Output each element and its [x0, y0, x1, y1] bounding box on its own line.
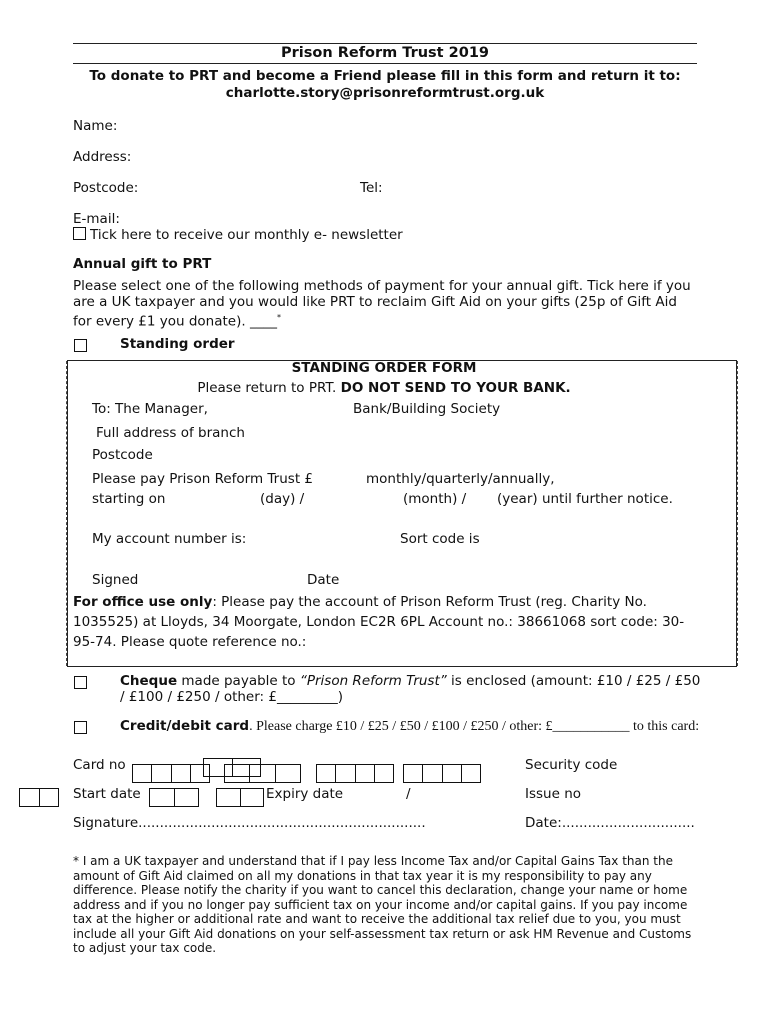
card-checkbox[interactable]	[74, 721, 87, 734]
so-frequency: monthly/quarterly/annually,	[366, 471, 555, 487]
newsletter-label: Tick here to receive our monthly e- newsletter	[90, 227, 403, 243]
form-right-edge	[737, 361, 738, 666]
gift-aid-asterisk: *	[276, 313, 281, 322]
card-text	[120, 718, 705, 735]
annual-gift-instructions: Please select one of the following methods of payment for your annual gift. Tick here if you are a UK taxpayer and you would like PRT to reclaim Gift Aid on your gifts (25p of Gift Aid for every £1 you donate). ____	[73, 278, 691, 330]
start-date-label: Start date	[73, 786, 141, 802]
newsletter-option[interactable]	[73, 227, 403, 243]
so-do-not-send: DO NOT SEND TO YOUR BANK.	[340, 380, 571, 396]
so-please-pay: Please pay Prison Reform Trust £	[92, 471, 313, 487]
so-signed: Signed	[92, 572, 139, 588]
card-no-group-3[interactable]	[316, 764, 394, 783]
standing-order-checkbox[interactable]	[74, 339, 87, 352]
expiry-date-boxes[interactable]	[216, 788, 264, 807]
form-title: Prison Reform Trust 2019	[280, 45, 490, 61]
so-sort-code: Sort code is	[400, 531, 480, 547]
office-use-text: : Please pay the account of Prison Reform Trust (reg. Charity No. 1035525) at Lloyds, 34 Moorgate, London EC2R 6PL Account no.: 38661068 sort code: 30-95-74. Please quote reference no.:	[73, 594, 685, 650]
so-to-manager: To: The Manager,	[92, 401, 208, 417]
office-use-heading: For office use only	[73, 594, 213, 610]
tel-label: Tel:	[360, 180, 383, 196]
card-label: Credit/debit card	[120, 718, 250, 734]
cheque-payee: “Prison Reform Trust”	[299, 673, 447, 689]
cheque-checkbox[interactable]	[74, 676, 87, 689]
standing-order-label: Standing order	[120, 336, 235, 352]
issue-no-boxes[interactable]	[19, 788, 59, 807]
so-month: (month) /	[403, 491, 467, 507]
card-no-group-2[interactable]	[224, 764, 301, 783]
signature-line[interactable]: Signature...................................................................	[73, 815, 426, 831]
start-date-boxes[interactable]	[149, 788, 199, 807]
cheque-text	[120, 673, 705, 705]
newsletter-checkbox[interactable]	[73, 227, 86, 240]
so-branch-address: Full address of branch	[96, 425, 245, 441]
card-no-group-1[interactable]	[132, 764, 210, 783]
postcode-label: Postcode:	[73, 180, 139, 196]
email-label: E-mail:	[73, 211, 120, 227]
address-label: Address:	[73, 149, 132, 165]
so-year: (year) until further notice.	[497, 491, 673, 507]
so-bank-society: Bank/Building Society	[353, 401, 501, 417]
cheque-text-1: made payable to	[177, 673, 300, 689]
cheque-label: Cheque	[120, 673, 178, 689]
expiry-date-label: Expiry date	[266, 786, 344, 802]
gift-aid-declaration: * I am a UK taxpayer and understand that if I pay less Income Tax and/or Capital Gains Tax than the amount of Gift Aid claimed on all my donations in that tax year it is my responsibility to pay any difference. Please notify the charity if you want to cancel this declaration, change your name or home address and if you no longer pay sufficient tax on your income and/or capital gains. If you pay income tax at the higher or additional rate and want to receive the additional tax relief due to you, you must include all your Gift Aid donations on your self-assessment tax return or ask HM Revenue and Customs to adjust your tax code.	[73, 854, 692, 955]
cheque-text-2: is enclosed (amount: £10 / £25 / £50 / £100 / £250 / other: £_________)	[120, 673, 701, 705]
so-office-use	[73, 592, 693, 652]
name-label: Name:	[73, 118, 118, 134]
top-rule	[73, 43, 697, 44]
so-postcode: Postcode	[92, 447, 153, 463]
issue-no-label: Issue no	[525, 786, 582, 802]
card-charge-text: . Please charge £10 / £25 / £50 / £100 / £250 / other: £___________ to this card:	[249, 719, 700, 734]
form-left-edge	[66, 361, 67, 666]
card-no-label: Card no	[73, 757, 126, 773]
date-line[interactable]: Date:...............................	[525, 815, 695, 831]
annual-gift-heading: Annual gift to PRT	[73, 256, 212, 272]
so-return-line	[67, 380, 701, 396]
so-starting-on: starting on	[92, 491, 166, 507]
intro-text: To donate to PRT and become a Friend please fill in this form and return it to: charlotte.story@prisonreformtrust.org.uk	[89, 68, 681, 101]
so-account-number: My account number is:	[92, 531, 247, 547]
security-code-label: Security code	[525, 757, 618, 773]
expiry-slash: /	[406, 786, 411, 802]
so-form-title: STANDING ORDER FORM	[291, 360, 477, 376]
so-return-text: Please return to PRT.	[197, 380, 337, 396]
so-date: Date	[307, 572, 340, 588]
annual-gift-text	[73, 278, 693, 330]
card-no-group-4[interactable]	[403, 764, 481, 783]
title-rule	[73, 63, 697, 64]
so-day: (day) /	[260, 491, 305, 507]
